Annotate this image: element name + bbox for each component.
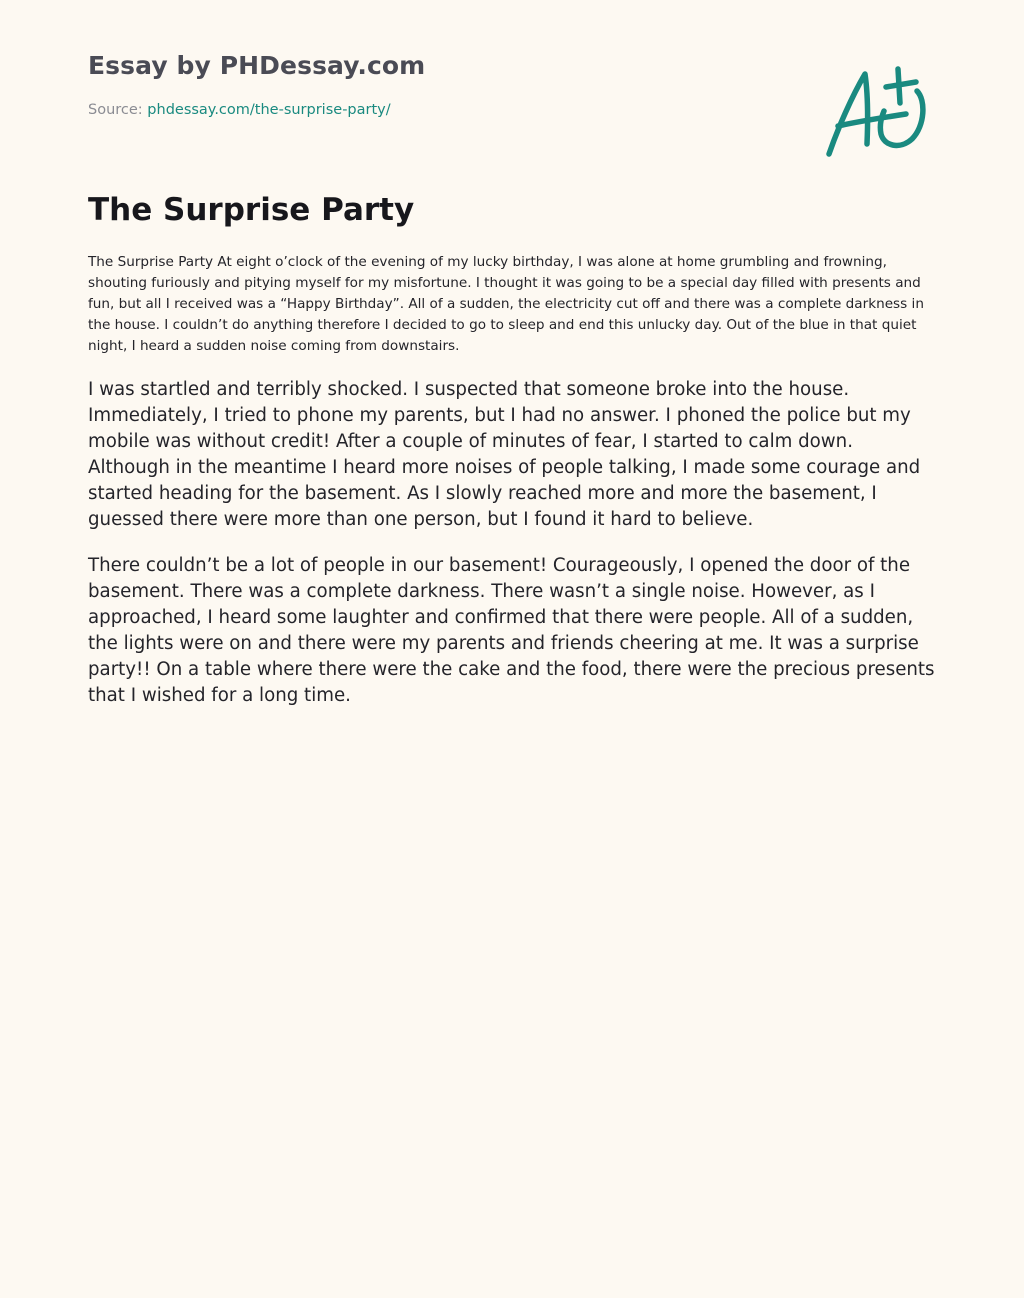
source-label: Source: bbox=[88, 102, 148, 118]
essay-paragraph: There couldn’t be a lot of people in our basement! Courageously, I opened the door of the basement. There was a complete darkness. There wasn’t a single noise. However, as I approached, I heard some laughter and confirmed that there were people. All of a sudden, the lights were on and there were my parents and friends cheering at me. It was a surprise party!! On a table where there were the cake and the food, there were the precious presents that I wished for a long time. bbox=[88, 555, 935, 706]
intro-paragraph: The Surprise Party At eight o’clock of the evening of my lucky birthday, I was alone at home grumbling and frowning, shouting furiously and pitying myself for my misfortune. I thought it was going to be a special day filled with presents and fun, but all I received was a “Happy Birthday”. All of a sudden, the electricity cut off and there was a complete darkness in the house. I couldn’t do anything therefore I decided to go to sleep and end this unlucky day. Out of the blue in that quiet night, I heard a sudden noise coming from downstairs. bbox=[88, 254, 924, 354]
source-link[interactable]: phdessay.com/the-surprise-party/ bbox=[147, 102, 391, 118]
essay-title: The Surprise Party bbox=[88, 192, 415, 228]
site-brand: Essay by PHDessay.com bbox=[88, 51, 426, 80]
a-plus-grade-icon bbox=[818, 60, 934, 164]
essay-paragraph: I was startled and terribly shocked. I suspected that someone broke into the house. Immediately, I tried to phone my parents, but I had no answer. I phoned the police but my mobile was without credit! After a couple of minutes of fear, I started to calm down. Although in the meantime I heard more noises of people talking, I made some courage and started heading for the basement. As I slowly reached more and more the basement, I guessed there were more than one person, but I found it hard to believe. bbox=[88, 379, 921, 530]
source-line bbox=[88, 100, 391, 120]
